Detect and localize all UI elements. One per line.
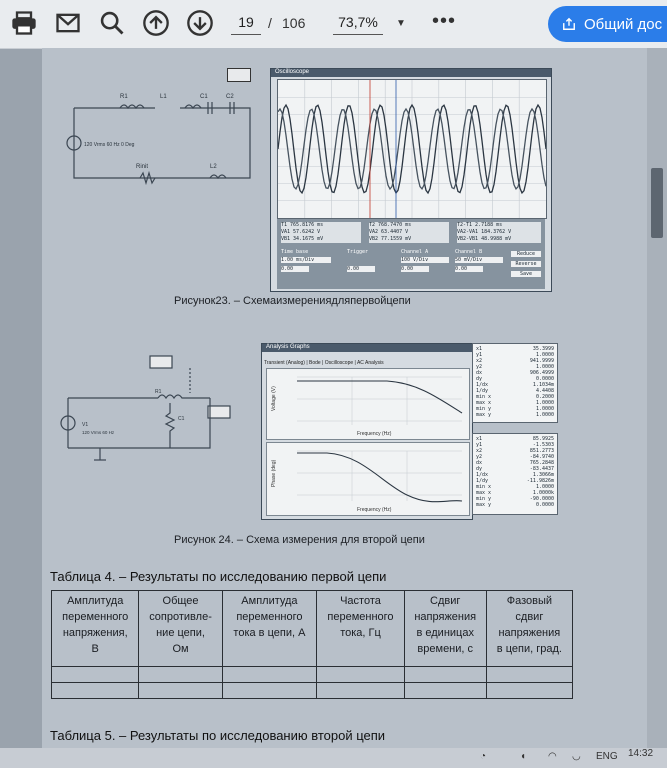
tray-icon[interactable]: ◡ <box>572 751 581 762</box>
header-line: тока в цепи, А <box>233 627 306 639</box>
table-header-row <box>52 591 573 667</box>
header-line: Амплитуда <box>67 595 124 607</box>
header-line: Фазовый <box>506 595 553 607</box>
channel-b-position-field[interactable]: 0.00 <box>455 266 483 272</box>
header-line: напряжения <box>498 627 561 639</box>
cursor-readout-row: min y -90.0000 <box>476 496 554 502</box>
cursor-readout-row: x1 85.9925 <box>476 436 554 442</box>
share-label: Общий дос <box>584 15 663 33</box>
header-line: переменного <box>327 611 394 623</box>
oscilloscope-symbol <box>227 68 251 82</box>
results-table-4 <box>51 590 573 699</box>
oscilloscope-controls-panel <box>277 219 545 289</box>
save-button[interactable]: Save <box>511 271 541 277</box>
table-5-title: Таблица 5. – Результаты по исследованию второй цепи <box>50 728 386 743</box>
component-c1: C1 <box>200 94 208 100</box>
phase-plot <box>266 442 470 516</box>
component-l1: L1 <box>160 94 167 100</box>
source-label-1: 120 Vrms 60 Hz 0 Deg <box>84 142 135 148</box>
header-line: переменного <box>236 611 303 623</box>
analysis-tabs: Transient (Analog) | Bode | Oscilloscope | AC Analysis <box>264 360 384 366</box>
cursor-readout-row: max x 1.0000k <box>476 490 554 496</box>
header-line: Сдвиг <box>430 595 461 607</box>
next-page-icon[interactable] <box>186 9 214 37</box>
circuit-schematic-2 <box>60 348 270 488</box>
page-number-input[interactable]: 19 <box>231 14 261 35</box>
header-line: Ом <box>172 643 189 655</box>
component-c1-2: C1 <box>178 416 185 422</box>
language-indicator[interactable]: ENG <box>596 751 618 762</box>
wifi-icon[interactable]: ◠ <box>548 751 557 762</box>
header-line: сопротивле- <box>149 611 212 623</box>
oscilloscope-titlebar: Oscilloscope <box>271 69 551 77</box>
tab-bode[interactable]: Bode <box>309 360 321 366</box>
component-rinit: Rinit <box>136 164 149 170</box>
table-cell[interactable] <box>52 667 139 683</box>
mail-icon[interactable] <box>54 9 82 37</box>
component-l2: L2 <box>210 164 217 170</box>
time-base-field[interactable]: 1.00 ms/Div <box>281 257 331 263</box>
svg-text:Frequency (Hz): Frequency (Hz) <box>357 431 392 437</box>
header-line: напряжения, <box>62 627 128 639</box>
pdf-toolbar <box>0 0 667 49</box>
table-cell[interactable] <box>404 683 486 699</box>
header-line: переменного <box>62 611 129 623</box>
page-total: 106 <box>282 15 306 31</box>
cursor-readout-row: x2 851.2773 <box>476 448 554 454</box>
table-cell[interactable] <box>486 683 572 699</box>
circuit-schematic-1 <box>60 68 260 218</box>
share-button[interactable] <box>548 6 667 42</box>
readout-cursor-1: T1 765.8176 ms VA1 57.6242 V VB1 34.1675 mV <box>281 222 361 243</box>
header-line: времени, с <box>417 643 474 655</box>
component-r1-2: R1 <box>155 389 162 395</box>
tab-transient[interactable]: Transient (Analog) <box>264 360 305 366</box>
source-label-2: 120 Vrms 60 Hz <box>82 430 115 435</box>
table-header-cell <box>222 591 317 667</box>
table-4-title: Таблица 4. – Результаты по исследованию первой цепи <box>50 569 387 584</box>
taskbar <box>0 748 667 768</box>
header-line: в единицах <box>416 627 474 639</box>
oscilloscope-screen <box>277 79 547 219</box>
cursor-readout-row: y1 -1.5303 <box>476 442 554 448</box>
cursor-readout-row: x1 35.3999 <box>476 346 554 352</box>
readout-cursor-2: T2 768.7470 ms VA2 63.4407 V VB2 77.1559 mV <box>369 222 449 243</box>
tab-oscilloscope[interactable]: Oscilloscope <box>324 360 354 366</box>
figure-24-caption: Рисунок 24. – Схема измерения для второй цепи <box>174 534 425 546</box>
reverse-button[interactable]: Reverse <box>511 261 541 267</box>
analysis-graphs-window <box>261 343 473 520</box>
zoom-select[interactable]: 73,7% <box>333 14 383 35</box>
chevron-down-icon[interactable]: ▼ <box>396 18 406 29</box>
table-header-cell <box>317 591 404 667</box>
x-position-field[interactable]: 0.00 <box>281 266 309 272</box>
table-cell[interactable] <box>486 667 572 683</box>
table-cell[interactable] <box>222 667 317 683</box>
header-line: тока, Гц <box>340 627 381 639</box>
readout-difference: T2-T1 2.7188 ms VA2-VA1 184.3762 V VB2-VB1 48.9988 mV <box>457 222 541 243</box>
magnitude-plot <box>266 368 470 440</box>
cursor-readout-row: min y 1.0000 <box>476 406 554 412</box>
header-line: ние цепи, <box>156 627 205 639</box>
cursor-readout-row: max y 1.0000 <box>476 412 554 418</box>
cursor-readout-row: dx 906.4999 <box>476 370 554 376</box>
scrollbar-thumb[interactable] <box>651 168 663 238</box>
header-line: напряжения <box>414 611 477 623</box>
waveform-plot <box>278 80 546 218</box>
table-header-cell <box>52 591 139 667</box>
table-header-cell <box>139 591 222 667</box>
cursor-readout-row: 1/dy 4.4408 <box>476 388 554 394</box>
cursor-readout-row: 1/dx 1.3066m <box>476 472 554 478</box>
cursor-readout-row: 1/dx 1.1034m <box>476 382 554 388</box>
tab-ac-analysis[interactable]: AC Analysis <box>356 360 384 366</box>
header-line: В <box>91 643 99 655</box>
svg-text:Phase (deg): Phase (deg) <box>271 459 277 487</box>
component-c2: C2 <box>226 94 234 100</box>
header-line: сдвиг <box>515 611 544 623</box>
table-cell[interactable] <box>317 667 404 683</box>
cursor-readout-row: max x 1.0000 <box>476 400 554 406</box>
header-line: в цепи, град. <box>496 643 562 655</box>
vertical-scrollbar[interactable] <box>647 48 667 748</box>
cursor-readout-row: max y 0.0000 <box>476 502 554 508</box>
label-channel-a: Channel A <box>401 249 429 255</box>
table-cell[interactable] <box>139 683 222 699</box>
cursor-readout-row: min x 1.0000 <box>476 484 554 490</box>
component-r1: R1 <box>120 94 128 100</box>
trigger-level-field[interactable]: 0.00 <box>347 266 375 272</box>
cursor-readout-row: dy 0.0000 <box>476 376 554 382</box>
previous-page-icon[interactable] <box>142 9 170 37</box>
table-cell[interactable] <box>52 683 139 699</box>
table-row <box>52 683 573 699</box>
figure-23-caption: Рисунок23. – Схемаизмерениядляпервойцепи <box>174 295 411 307</box>
header-line: Общее <box>162 595 199 607</box>
component-v1: V1 <box>82 422 89 428</box>
cursor-readout-row: y2 -84.9740 <box>476 454 554 460</box>
share-icon <box>562 17 576 31</box>
table-row <box>52 667 573 683</box>
volume-icon[interactable]: ◖ <box>520 751 527 762</box>
label-time-base: Time base <box>281 249 309 255</box>
analysis-titlebar: Analysis Graphs <box>262 344 472 352</box>
label-channel-b: Channel B <box>455 249 483 255</box>
cursor-readout-row: dy -83.4437 <box>476 466 554 472</box>
table-cell[interactable] <box>222 683 317 699</box>
cursor-readout-row: dx 765.2848 <box>476 460 554 466</box>
cursor-readout-row: x2 941.9999 <box>476 358 554 364</box>
cursor-readout-row: y1 1.0000 <box>476 352 554 358</box>
cursor-readout-row: 1/dy -11.9826m <box>476 478 554 484</box>
clock[interactable]: 14:32 <box>628 748 654 759</box>
reduce-button[interactable]: Reduce <box>511 251 541 257</box>
network-icon[interactable]: ◔ <box>480 751 487 762</box>
header-line: Амплитуда <box>241 595 298 607</box>
svg-text:Frequency (Hz): Frequency (Hz) <box>357 507 392 513</box>
cursor-readout-row: min x 0.2000 <box>476 394 554 400</box>
table-cell[interactable] <box>404 667 486 683</box>
cursor-panel-phase <box>472 433 558 515</box>
search-icon[interactable] <box>98 9 126 37</box>
channel-b-scale-field[interactable]: 50 mV/Div <box>455 257 503 263</box>
oscilloscope-window <box>270 68 552 292</box>
cursor-panel-magnitude <box>472 343 558 423</box>
header-line: Частота <box>340 595 381 607</box>
cursor-readout-row: y2 1.0000 <box>476 364 554 370</box>
svg-text:Voltage (V): Voltage (V) <box>271 386 277 411</box>
page-separator: / <box>268 15 272 31</box>
more-options-button[interactable]: ••• <box>432 10 457 32</box>
channel-a-scale-field[interactable]: 100 V/Div <box>401 257 449 263</box>
table-header-cell <box>486 591 572 667</box>
channel-a-position-field[interactable]: 0.00 <box>401 266 429 272</box>
table-cell[interactable] <box>317 683 404 699</box>
label-trigger: Trigger <box>347 249 369 255</box>
table-cell[interactable] <box>139 667 222 683</box>
print-icon[interactable] <box>10 9 38 37</box>
table-header-cell <box>404 591 486 667</box>
